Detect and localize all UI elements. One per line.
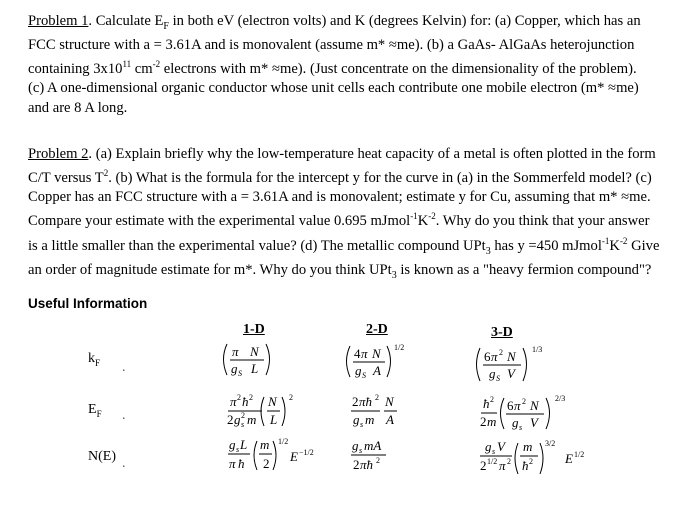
svg-text:2/3: 2/3 bbox=[555, 394, 566, 403]
svg-text:N: N bbox=[385, 394, 394, 409]
svg-text:V: V bbox=[497, 439, 505, 454]
svg-text:2: 2 bbox=[263, 456, 270, 471]
svg-text:m: m bbox=[487, 414, 497, 429]
row-label-ne: N(E) bbox=[88, 449, 116, 464]
svg-text:g: g bbox=[355, 363, 362, 378]
svg-text:s: s bbox=[359, 446, 363, 455]
svg-text:πħ: πħ bbox=[360, 457, 374, 472]
formula-2d-ne bbox=[351, 438, 386, 472]
svg-text:N: N bbox=[530, 398, 539, 413]
svg-text:L: L bbox=[240, 437, 248, 452]
row-dot: . bbox=[122, 408, 126, 423]
svg-text:π: π bbox=[229, 456, 236, 471]
svg-text:2: 2 bbox=[375, 393, 379, 402]
svg-text:g: g bbox=[489, 366, 496, 381]
svg-text:2: 2 bbox=[499, 348, 503, 357]
svg-text:6: 6 bbox=[507, 398, 514, 413]
row-label-kf: $k_F$ bbox=[88, 351, 101, 368]
svg-text:2: 2 bbox=[353, 457, 360, 472]
svg-text:mA: mA bbox=[364, 438, 382, 453]
svg-text:2: 2 bbox=[249, 393, 253, 402]
svg-text:πħ: πħ bbox=[359, 394, 373, 409]
formula-2d-kf bbox=[347, 343, 405, 380]
svg-text:E: E bbox=[565, 451, 573, 466]
svg-text:3/2: 3/2 bbox=[545, 439, 556, 448]
column-header-2d: 2-D bbox=[366, 322, 388, 337]
svg-text:2: 2 bbox=[237, 393, 241, 402]
svg-text:1/2: 1/2 bbox=[487, 457, 498, 466]
svg-text:E: E bbox=[290, 449, 298, 464]
formula-1d-ef bbox=[227, 393, 293, 429]
svg-text:1/2: 1/2 bbox=[394, 343, 405, 352]
svg-text:π: π bbox=[514, 398, 521, 413]
svg-text:s: s bbox=[236, 445, 240, 454]
formula-1d-ne bbox=[228, 437, 314, 471]
svg-text:6: 6 bbox=[484, 349, 491, 364]
formula-2d-ef bbox=[351, 393, 397, 429]
formula-3d-ne bbox=[480, 439, 584, 474]
svg-text:π: π bbox=[491, 349, 498, 364]
svg-text:g: g bbox=[485, 439, 492, 454]
svg-text:π: π bbox=[361, 346, 368, 361]
svg-text:2: 2 bbox=[241, 411, 245, 420]
svg-text:1/3: 1/3 bbox=[532, 345, 543, 354]
column-header-3d: 3-D bbox=[491, 325, 513, 340]
svg-text:2: 2 bbox=[289, 393, 293, 402]
row-label-ef: $E_F$ bbox=[88, 402, 102, 419]
column-header-1d: 1-D bbox=[243, 322, 265, 337]
svg-text:S: S bbox=[496, 374, 500, 383]
svg-text:g: g bbox=[352, 438, 359, 453]
svg-text:2: 2 bbox=[507, 457, 511, 466]
svg-text:N: N bbox=[250, 344, 259, 359]
svg-text:V: V bbox=[530, 415, 538, 430]
svg-text:g: g bbox=[231, 361, 238, 376]
problem-2-label: Problem 2 bbox=[28, 146, 89, 162]
svg-text:2: 2 bbox=[529, 457, 533, 466]
svg-text:S: S bbox=[362, 371, 366, 380]
svg-text:s: s bbox=[519, 423, 523, 432]
svg-text:ħ: ħ bbox=[522, 458, 529, 473]
svg-text:2: 2 bbox=[227, 412, 234, 427]
svg-text:2: 2 bbox=[352, 394, 359, 409]
svg-text:s: s bbox=[492, 447, 496, 456]
svg-text:g: g bbox=[353, 412, 360, 427]
formula-3d-ef bbox=[480, 394, 565, 432]
svg-text:ħ: ħ bbox=[238, 456, 245, 471]
svg-text:2: 2 bbox=[480, 414, 487, 429]
problem-1: Problem 1. Calculate $E_F$ in both eV (electron volts) and K (degrees Kelvin) for: (a) Copper, which has an FCC structure with a = 3.61A and is monovalent (assume m* ≈me). (b) a GaAs- AlGaAs heterojunction containing $3x10^{11}$ $cm^{-2}$ electrons with m* ≈me). (Just concentrate on the dimensionality of the problem). (c) A one-dimensional organic conductor whose unit cells each contribute one mobile electron (m* ≈me) and are 8 A long. bbox=[28, 13, 641, 116]
svg-text:2: 2 bbox=[480, 458, 487, 473]
row-dot: . bbox=[122, 456, 126, 471]
svg-text:−1/2: −1/2 bbox=[299, 448, 314, 457]
problem-2: Problem 2. (a) Explain briefly why the low-temperature heat capacity of a metal is often plotted in the form C/T versus $T^2$. (b) What is the formula for the intercept y for the curve in (a) in the Sommerfeld model? (c) Copper has an FCC structure with a = 3.61A and is monovalent; estimate y for Cu, assuming that m* ≈me. Compare your estimate with the experimental value 0.695 $mJmol^{-1}K^{-2}$. Why do you think that your answer is a little smaller than the experimental value? (d) The metallic compound UPt$_3$ has y =450 $mJmol^{-1}K^{-2}$ Give an order of magnitude estimate for m*. Why do you think UPt$_3$ is known as a "heavy fermion compound"? bbox=[28, 146, 660, 281]
svg-text:m: m bbox=[260, 437, 270, 452]
row-dot: . bbox=[122, 360, 126, 375]
svg-text:m: m bbox=[247, 412, 257, 427]
svg-text:g: g bbox=[234, 412, 241, 427]
svg-text:s: s bbox=[241, 420, 245, 429]
svg-text:m: m bbox=[365, 412, 375, 427]
problem-1-label: Problem 1 bbox=[28, 13, 89, 29]
svg-text:π: π bbox=[499, 458, 506, 473]
svg-text:V: V bbox=[507, 366, 515, 381]
svg-text:1/2: 1/2 bbox=[278, 437, 289, 446]
svg-text:A: A bbox=[386, 412, 394, 427]
svg-text:ħ: ħ bbox=[483, 396, 490, 411]
svg-text:2: 2 bbox=[490, 395, 494, 404]
svg-text:L: L bbox=[270, 412, 278, 427]
formula-1d-kf bbox=[224, 344, 270, 378]
svg-text:S: S bbox=[238, 369, 242, 378]
formula-3d-kf bbox=[477, 345, 543, 383]
svg-text:2: 2 bbox=[376, 456, 380, 465]
svg-text:L: L bbox=[251, 361, 259, 376]
svg-text:s: s bbox=[360, 420, 364, 429]
svg-text:4: 4 bbox=[354, 346, 361, 361]
svg-text:N: N bbox=[372, 346, 381, 361]
svg-text:1/2: 1/2 bbox=[574, 450, 585, 459]
svg-text:N: N bbox=[507, 349, 516, 364]
svg-text:N: N bbox=[268, 394, 277, 409]
useful-information-heading: Useful Information bbox=[28, 296, 148, 311]
svg-text:A: A bbox=[373, 363, 381, 378]
svg-text:ħ: ħ bbox=[242, 394, 249, 409]
svg-text:m: m bbox=[523, 439, 533, 454]
svg-text:π: π bbox=[230, 394, 237, 409]
svg-text:π: π bbox=[232, 344, 239, 359]
svg-text:g: g bbox=[512, 415, 519, 430]
svg-text:2: 2 bbox=[522, 397, 526, 406]
svg-text:g: g bbox=[229, 437, 236, 452]
